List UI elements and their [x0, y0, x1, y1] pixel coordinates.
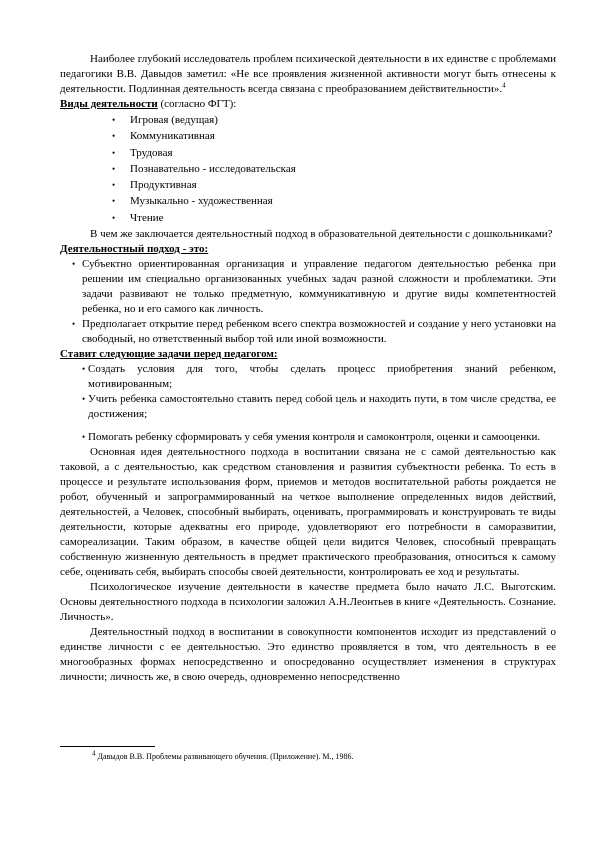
footnote-separator: [60, 746, 155, 747]
list-item: [112, 194, 556, 209]
body-paragraph: Деятельностный подход в воспитании в совокупности компонентов исходит из представлений о единстве личности с ее деятельностью. Это единство проявляется в том, что деятельность в ее многообразных формах непосредственно и опосредованно осуществляет изменения в структурах личности; личность же, в свою очередь, одновременно непосредственно: [60, 626, 556, 684]
list-item-text: Познавательно - исследовательская: [130, 162, 296, 175]
tasks-heading: Ставит следующие задачи перед педагогом:: [60, 348, 278, 361]
list-item-text: Коммуникативная: [130, 130, 215, 143]
list-item: [112, 211, 556, 226]
task-point: [60, 392, 556, 422]
list-item-text: Трудовая: [130, 146, 173, 159]
footnote-mark: 4: [92, 749, 96, 758]
approach-point: [60, 257, 556, 317]
intro-paragraph: [60, 52, 556, 97]
bullet-icon: •: [72, 259, 76, 270]
bullet-icon: •: [82, 364, 86, 375]
list-item: [112, 129, 556, 144]
spacer: [60, 422, 556, 430]
kinds-heading-main: Виды деятельности: [60, 98, 158, 110]
bullet-icon: •: [112, 212, 116, 223]
list-item: [112, 146, 556, 161]
kinds-heading-rest: (согласно ФГТ):: [157, 98, 237, 110]
bullet-icon: •: [112, 163, 116, 174]
question-paragraph: В чем же заключается деятельностный подход в образовательной деятельности с дошкольниками?: [90, 228, 553, 241]
list-item-text: Продуктивная: [130, 179, 197, 192]
task-point: [60, 430, 556, 445]
bullet-icon: •: [112, 180, 116, 191]
activity-kinds-list: [60, 113, 556, 226]
bullet-icon: •: [82, 432, 86, 443]
list-item-text: Музыкально - художественная: [130, 195, 273, 208]
footnote-text: Давыдов В.В. Проблемы развивающего обучения. (Приложение). М., 1986.: [95, 752, 354, 761]
bullet-icon: •: [72, 319, 76, 330]
kinds-heading: [60, 97, 556, 112]
intro-text: Наиболее глубокий исследователь проблем психической деятельности в их единстве с проблемами педагогики В.В. Давыдов заметил: «Не все проявления жизненной активности могут быть отнесены к деятельности. Подлинная деятельность всегда связана с преобразованием действительности».: [60, 53, 556, 95]
body-paragraph: Психологическое изучение деятельности в качестве предмета было начато Л.С. Выготским. Основы деятельностного подхода в психологии заложил А.Н.Леонтьев в книге «Деятельность. Сознание. Личность».: [60, 581, 556, 624]
list-item: [112, 162, 556, 177]
approach-point: [60, 317, 556, 347]
task-point-text: Помогать ребенку сформировать у себя умения контроля и самоконтроля, оценки и самооценки.: [88, 431, 541, 444]
list-item-text: Чтение: [130, 211, 164, 224]
list-item-text: Игровая (ведущая): [130, 114, 218, 126]
bullet-icon: •: [112, 147, 116, 158]
body-paragraph: Основная идея деятельностного подхода в воспитании связана не с самой деятельностью как таковой, а с деятельностью, как средством становления и развития субъектности ребенка. То есть в процессе и результате использования форм, приемов и методов воспитательной работы рождается не робот, обученный и запрограммированный на четкое выполнение определенных видов действий, деятельностей, а Человек, способный выбирать, оценивать, программировать и конструировать те виды деятельности, которые адекватны его природе, удовлетворяют его потребности в саморазвитии, самореализации. Таким образом, в качестве общей цели видится Человек, способный превращать собственную жизненную деятельность в предмет практического преобразования, относиться к самому себе, оценивать себя, выбирать способы своей деятельности, контролировать ее ход и результаты.: [60, 446, 556, 579]
list-item: [112, 113, 556, 128]
approach-heading: Деятельностный подход - это:: [60, 243, 209, 256]
bullet-icon: •: [112, 196, 116, 207]
footnote: [92, 749, 552, 762]
approach-point-text: Предполагает открытие перед ребенком всего спектра возможностей и создание у него установки на свободный, но ответственный выбор той или иной возможности.: [82, 318, 556, 346]
task-point: [60, 362, 556, 392]
bullet-icon: •: [112, 131, 116, 142]
bullet-icon: •: [82, 394, 86, 405]
footnote-reference[interactable]: 4: [502, 81, 506, 90]
task-point-text: Создать условия для того, чтобы сделать процесс приобретения знаний ребенком, мотивированным;: [88, 363, 556, 391]
document-page: [60, 52, 556, 685]
list-item: [112, 178, 556, 193]
task-point-text: Учить ребенка самостоятельно ставить перед собой цель и находить пути, в том числе средства, ее достижения;: [88, 393, 556, 421]
approach-point-text: Субъектно ориентированная организация и управление педагогом деятельностью ребенка при решении им специально организованных учебных задач разной сложности и проблематики. Эти задачи развивают не только предметную, коммуникативную и другие виды компетентностей ребенка, но и его самого как личность.: [82, 258, 556, 316]
bullet-icon: •: [112, 115, 116, 125]
